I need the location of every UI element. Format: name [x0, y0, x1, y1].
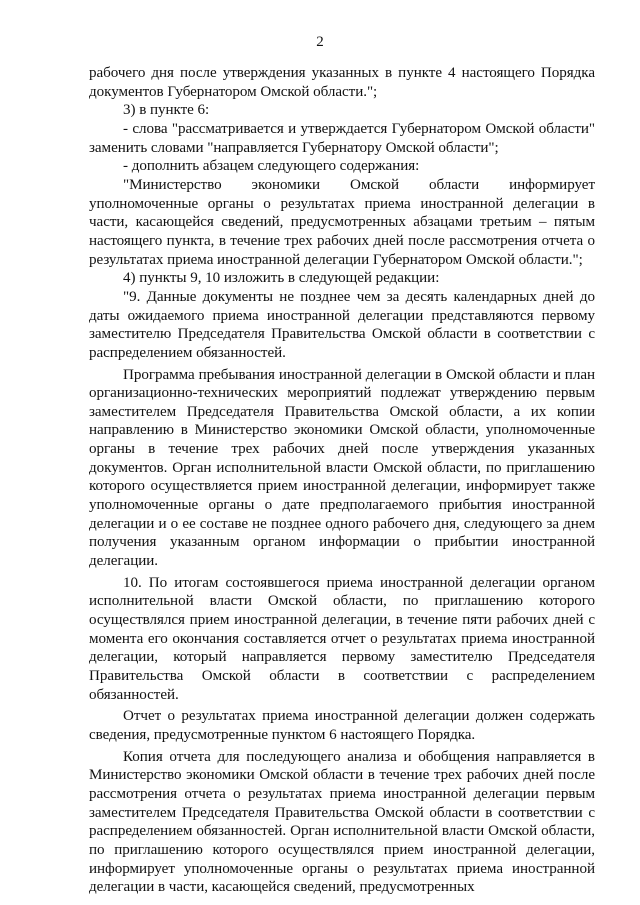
page-number: 2 — [316, 34, 324, 50]
paragraph-program: Программа пребывания иностранной делегации в Омской области и план организационно-технических мероприятий подлежат утверждению первым заместителем Председателя Правительства Омской области, а их копии направлению в Министерство экономики Омской области, уполномоченные органы в течение трех рабочих дней после утверждения указанных документов. Орган исполнительной власти Омской области, по приглашению которого осуществляется прием иностранной делегации, информирует также уполномоченные органы о дате предполагаемого прибытия иностранной делегации и о ее составе не позднее одного рабочего дня, следующего за днем получения указанным органом информации о прибытии иностранной делегации. — [89, 366, 595, 570]
paragraph-continuation: рабочего дня после утверждения указанных в пункте 4 настоящего Порядка документов Губернатором Омской области."; — [89, 65, 595, 100]
paragraph-item-4: 4) пункты 9, 10 изложить в следующей редакции: — [123, 270, 440, 287]
paragraph-ministry-informs: "Министерство экономики Омской области информирует уполномоченные органы о результатах приема иностранной делегации в части, касающейся сведений, предусмотренных абзацами третьим – пятым настоящего пункта, в течение трех рабочих дней после рассмотрения отчета о результатах приема иностранной делегации Губернатором Омской области."; — [89, 176, 595, 268]
paragraph-add-clause: - дополнить абзацем следующего содержания: — [123, 158, 420, 175]
document-body — [89, 64, 595, 897]
paragraph-item-3: 3) в пункте 6: — [123, 102, 210, 119]
paragraph-clause-10: 10. По итогам состоявшегося приема иностранной делегации органом исполнительной власти Омской области, по приглашению которого осуществлялся прием иностранной делегации, в течение пяти рабочих дней с момента его окончания составляется отчет о результатах приема иностранной делегации, который направляется первому заместителю Председателя Правительства Омской области в соответствии с распределением обязанностей. — [89, 574, 595, 703]
paragraph-report-copy: Копия отчета для последующего анализа и обобщения направляется в Министерство экономики Омской области в течение трех рабочих дней после рассмотрения отчета о результатах приема иностранной делегации первым заместителем Председателя Правительства Омской области в соответствии с распределением обязанностей. Орган исполнительной власти Омской области, по приглашению которого осуществлялся прием иностранной делегации, информирует уполномоченные органы о результатах приема иностранной делегации в части, касающейся сведений, предусмотренных — [89, 748, 595, 896]
paragraph-replace-words: - слова "рассматривается и утверждается Губернатором Омской области" заменить словами "направляется Губернатору Омской области"; — [89, 120, 595, 156]
paragraph-report-content: Отчет о результатах приема иностранной делегации должен содержать сведения, предусмотренные пунктом 6 настоящего Порядка. — [89, 708, 595, 743]
paragraph-clause-9: "9. Данные документы не позднее чем за десять календарных дней до даты ожидаемого приема иностранной делегации представляются первому заместителю Председателя Правительства Омской области в соответствии с распределением обязанностей. — [89, 288, 595, 361]
